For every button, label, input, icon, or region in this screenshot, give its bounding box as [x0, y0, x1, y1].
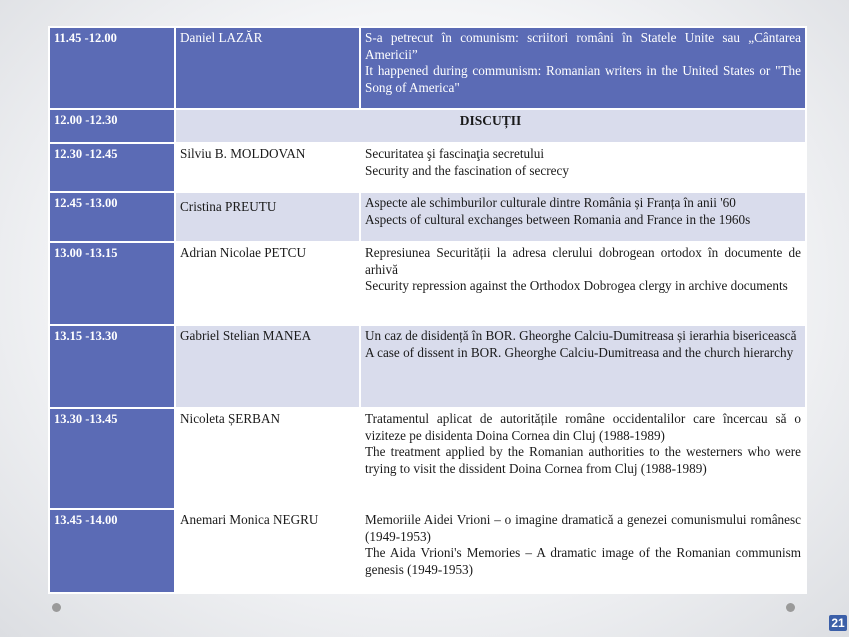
time-cell: 11.45 -12.00	[50, 28, 174, 108]
talk-title-ro: Memoriile Aidei Vrioni – o imagine dramatică a genezei comunismului românesc (1949-1953)	[365, 512, 801, 544]
time-cell: 12.00 -12.30	[50, 110, 174, 142]
talk-title-ro: Tratamentul aplicat de autoritățile române occidentalilor care încercau să o viziteze pe disidenta Doina Cornea din Cluj (1988-1989)	[365, 411, 801, 443]
page-number-badge: 21	[829, 615, 847, 631]
talk-title-en: Aspects of cultural exchanges between Romania and France in the 1960s	[365, 211, 751, 227]
talk-title-ro: Represiunea Securității la adresa clerului dobrogean ortodox în documente de arhivă	[365, 245, 801, 277]
table-row	[50, 409, 805, 508]
time-cell: 12.30 -12.45	[50, 144, 174, 191]
talk-title-en: It happened during communism: Romanian writers in the United States or "The Song of America"	[365, 63, 801, 95]
speaker-name: Nicoleta ȘERBAN	[176, 409, 359, 508]
time-cell: 13.45 -14.00	[50, 510, 174, 592]
talk-title-en: Security repression against the Orthodox Dobrogea clergy in archive documents	[365, 278, 788, 294]
schedule-table	[48, 26, 807, 594]
talk-title-en: The treatment applied by the Romanian authorities to the westerners who were trying to visit the dissident Doina Cornea from Cluj (1988-1989)	[365, 444, 801, 476]
talk-title	[361, 243, 805, 324]
talk-title-en: The Aida Vrioni's Memories – A dramatic image of the Romanian communism genesis (1949-1953)	[365, 545, 801, 577]
speaker-name: Daniel LAZĂR	[176, 28, 359, 108]
talk-title-en: Security and the fascination of secrecy	[365, 162, 569, 178]
speaker-name: Adrian Nicolae PETCU	[176, 243, 359, 324]
table-row	[50, 193, 805, 241]
table-row	[50, 144, 805, 191]
speaker-name-text: Cristina PREUTU	[180, 199, 277, 214]
talk-title-en: A case of dissent in BOR. Gheorghe Calciu-Dumitreasa and the church hierarchy	[365, 344, 794, 360]
talk-title	[361, 144, 805, 191]
talk-title	[361, 326, 805, 407]
speaker-name: Anemari Monica NEGRU	[176, 510, 359, 592]
time-cell: 13.00 -13.15	[50, 243, 174, 324]
talk-title	[361, 409, 805, 508]
speaker-name: Silviu B. MOLDOVAN	[176, 144, 359, 191]
bullet-dot-right	[786, 603, 795, 612]
table-row	[50, 510, 805, 592]
talk-title-ro: Securitatea şi fascinaţia secretului	[365, 146, 545, 161]
table-row	[50, 243, 805, 324]
talk-title	[361, 193, 805, 241]
time-cell: 13.15 -13.30	[50, 326, 174, 407]
talk-title-ro: Aspecte ale schimburilor culturale dintre România și Franța în anii '60	[365, 195, 736, 210]
talk-title-ro: Un caz de disidență în BOR. Gheorghe Calciu-Dumitreasa și ierarhia bisericească	[365, 328, 797, 343]
talk-title	[361, 28, 805, 108]
speaker-name	[176, 193, 359, 241]
speaker-name: Gabriel Stelian MANEA	[176, 326, 359, 407]
talk-title-ro: S-a petrecut în comunism: scriitori români în Statele Unite sau „Cântarea Americii”	[365, 30, 801, 62]
table-row	[50, 28, 805, 108]
time-cell: 12.45 -13.00	[50, 193, 174, 241]
bullet-dot-left	[52, 603, 61, 612]
talk-title	[361, 510, 805, 592]
table-row	[50, 110, 805, 142]
time-cell: 13.30 -13.45	[50, 409, 174, 508]
table-row	[50, 326, 805, 407]
discussion-label: DISCUȚII	[176, 110, 805, 142]
